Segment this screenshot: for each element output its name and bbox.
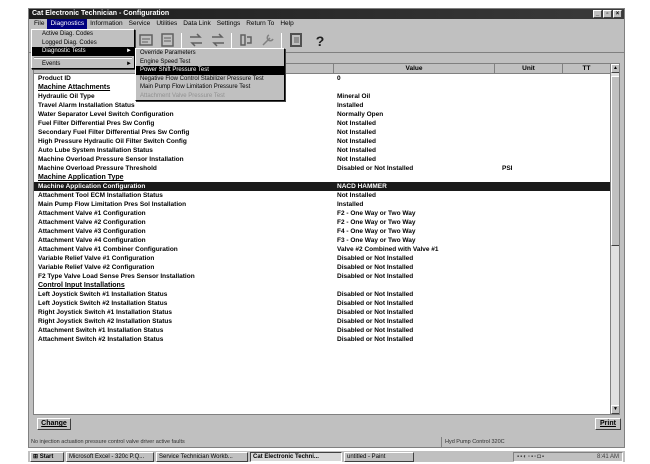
grid-rows: [34, 74, 611, 344]
parameter-name: Attachment Switch #2 Installation Status: [38, 336, 164, 343]
scrollbar-thumb[interactable]: [611, 76, 620, 246]
parameter-value: Disabled or Not Installed: [337, 318, 414, 325]
menu-diagnostics[interactable]: Diagnostics: [47, 19, 87, 29]
table-row[interactable]: [34, 110, 611, 119]
parameter-value: Disabled or Not Installed: [337, 255, 414, 262]
table-row[interactable]: [34, 155, 611, 164]
clock[interactable]: 8:41 AM: [596, 454, 619, 460]
parameter-value: 0: [337, 75, 341, 82]
table-row[interactable]: [34, 317, 611, 326]
table-row[interactable]: [34, 263, 611, 272]
status-bar: [29, 437, 624, 447]
parameter-value: Disabled or Not Installed: [337, 264, 414, 271]
change-button[interactable]: Change: [37, 418, 71, 430]
taskbar: [28, 450, 625, 462]
section-header-row[interactable]: [34, 173, 611, 182]
parameter-value: Disabled or Not Installed: [337, 273, 414, 280]
table-row[interactable]: [34, 290, 611, 299]
parameter-name: Secondary Fuel Filter Differential Pres Sw Config: [38, 129, 190, 136]
menu-item-diagnostic-tests-label: Diagnostic Tests: [42, 48, 86, 54]
transfer-icon[interactable]: [187, 33, 205, 49]
status-left: No injection actuation pressure control valve driver active faults: [31, 439, 185, 445]
parameter-name: Machine Application Type: [38, 174, 124, 181]
table-row[interactable]: [34, 191, 611, 200]
table-row[interactable]: [34, 74, 611, 83]
parameter-name: Right Joystick Switch #2 Installation Status: [38, 318, 173, 325]
menu-item-attachment-valve-pressure-test: Attachment Valve Pressure Test: [140, 92, 225, 99]
parameter-value: Disabled or Not Installed: [337, 165, 414, 172]
app-window: [28, 8, 625, 448]
close-button[interactable]: ×: [613, 10, 622, 18]
menu-service[interactable]: Service: [128, 20, 151, 27]
system-tray: [513, 452, 623, 462]
parameter-value: Disabled or Not Installed: [337, 300, 414, 307]
task-excel[interactable]: Microsoft Excel - 320c P.Q...: [66, 452, 154, 462]
table-row[interactable]: [34, 299, 611, 308]
menu-item-active-diag-codes[interactable]: Active Diag. Codes: [42, 31, 94, 37]
table-row[interactable]: [34, 272, 611, 281]
menu-item-logged-diag-codes[interactable]: Logged Diag. Codes: [42, 39, 97, 46]
table-row[interactable]: [34, 227, 611, 236]
print-button[interactable]: Print: [595, 418, 621, 430]
window-title: Cat Electronic Technician - Configuration: [32, 10, 170, 17]
submenu-arrow-icon: ►: [126, 60, 132, 67]
parameter-value: NACD HAMMER: [337, 183, 387, 190]
transfer-alt-icon[interactable]: [209, 33, 227, 49]
parameter-name: Attachment Valve #1 Configuration: [38, 210, 146, 217]
parameter-value: Not Installed: [337, 138, 377, 145]
menu-item-events-label: Events: [42, 60, 61, 67]
task-paint[interactable]: untitled - Paint: [344, 452, 414, 462]
parameter-name: Attachment Tool ECM Installation Status: [38, 192, 163, 199]
parameter-name: High Pressure Hydraulic Oil Filter Switch Config: [38, 138, 187, 145]
menu-bar: [29, 19, 624, 29]
table-row[interactable]: [34, 245, 611, 254]
diagnostic-tests-submenu: [135, 48, 285, 101]
column-header-tt[interactable]: TT: [563, 64, 611, 74]
menu-utilities[interactable]: Utilities: [156, 20, 178, 27]
menu-return-to[interactable]: Return To: [246, 20, 275, 27]
parameter-value: Not Installed: [337, 156, 377, 163]
parameter-value: Not Installed: [337, 147, 377, 154]
menu-item-override-parameters[interactable]: Override Parameters: [140, 50, 196, 56]
status-right: Hyd Pump Control 320C: [441, 437, 505, 447]
parameter-value: Installed: [337, 102, 364, 109]
table-row[interactable]: [34, 254, 611, 263]
parameter-name: Variable Relief Valve #1 Configuration: [38, 255, 155, 262]
table-row[interactable]: [34, 326, 611, 335]
parameter-name: Attachment Switch #1 Installation Status: [38, 327, 164, 334]
parameter-value: Disabled or Not Installed: [337, 336, 414, 343]
menu-settings[interactable]: Settings: [216, 20, 241, 27]
menu-item-negative-flow-control-test[interactable]: Negative Flow Control Stabilizer Pressure Test: [140, 75, 264, 82]
parameter-value: F3 - One Way or Two Way: [337, 237, 416, 244]
vertical-scrollbar[interactable]: [610, 64, 619, 414]
menu-information[interactable]: Information: [90, 20, 123, 27]
parameter-name: Variable Relief Valve #2 Configuration: [38, 264, 155, 271]
table-row[interactable]: [34, 182, 611, 191]
task-cat-et[interactable]: Cat Electronic Techni...: [250, 452, 342, 462]
tray-icons: ▪▪◐▫▪▫◘▪: [517, 454, 546, 460]
parameter-name: Attachment Valve #4 Configuration: [38, 237, 146, 244]
parameter-value: Not Installed: [337, 120, 377, 127]
title-bar: [29, 9, 624, 19]
parameter-value: Valve #2 Combined with Valve #1: [337, 246, 439, 253]
menu-item-main-pump-flow-limitation-test[interactable]: Main Pump Flow Limitation Pressure Test: [140, 84, 251, 90]
parameter-name: Left Joystick Switch #1 Installation Status: [38, 291, 168, 298]
summary-icon[interactable]: [159, 33, 177, 49]
menu-help[interactable]: Help: [280, 20, 294, 27]
windows-logo-icon: ⊞: [33, 454, 39, 460]
table-row[interactable]: [34, 209, 611, 218]
table-row[interactable]: [34, 137, 611, 146]
parameter-name: Travel Alarm Installation Status: [38, 102, 135, 109]
menu-item-events[interactable]: [32, 60, 134, 69]
parameter-value: Not Installed: [337, 129, 377, 136]
parameter-name: Control Input Installations: [38, 282, 125, 289]
parameter-name: Machine Attachments: [38, 84, 111, 91]
wrench-icon[interactable]: [259, 33, 277, 49]
parameter-name: Machine Overload Pressure Threshold: [38, 165, 157, 172]
ecm-icon[interactable]: [137, 33, 155, 49]
parameter-value: Disabled or Not Installed: [337, 291, 414, 298]
parameter-name: Attachment Valve #1 Combiner Configuration: [38, 246, 178, 253]
parameter-name: Product ID: [38, 75, 71, 82]
scroll-up-arrow-icon[interactable]: ▲: [611, 64, 620, 73]
parameter-unit: PSI: [502, 165, 513, 172]
table-row[interactable]: [34, 146, 611, 155]
menu-item-diagnostic-tests[interactable]: [32, 47, 134, 56]
diagnostics-menu: [31, 29, 135, 69]
parameter-value: Disabled or Not Installed: [337, 309, 414, 316]
section-header-row[interactable]: [34, 83, 611, 92]
column-header-unit[interactable]: Unit: [495, 64, 563, 74]
parameter-name: Main Pump Flow Limitation Pres Sol Installation: [38, 201, 187, 208]
maximize-button[interactable]: ▫: [603, 10, 612, 18]
parameter-name: Right Joystick Switch #1 Installation Status: [38, 309, 173, 316]
parameter-value: Mineral Oil: [337, 93, 371, 100]
parameter-name: Attachment Valve #3 Configuration: [38, 228, 146, 235]
menu-item-engine-speed-test[interactable]: Engine Speed Test: [140, 58, 191, 65]
parameter-name: Machine Overload Pressure Sensor Installation: [38, 156, 184, 163]
parameter-name: Left Joystick Switch #2 Installation Status: [38, 300, 168, 307]
parameter-name: Hydraulic Oil Type: [38, 93, 95, 100]
section-header-row[interactable]: [34, 281, 611, 290]
column-header-value[interactable]: Value: [334, 64, 495, 74]
parameter-value: F4 - One Way or Two Way: [337, 228, 416, 235]
start-button[interactable]: [30, 452, 64, 462]
table-row[interactable]: [34, 236, 611, 245]
table-row[interactable]: [34, 128, 611, 137]
parameter-value: F2 - One Way or Two Way: [337, 219, 416, 226]
table-row[interactable]: [34, 119, 611, 128]
scroll-down-arrow-icon[interactable]: ▼: [611, 405, 620, 414]
submenu-arrow-icon: ►: [126, 48, 132, 54]
parameter-name: Fuel Filter Differential Pres Sw Config: [38, 120, 155, 127]
task-service-technician[interactable]: Service Technician Workb...: [156, 452, 248, 462]
parameter-name: Attachment Valve #2 Configuration: [38, 219, 146, 226]
document-icon[interactable]: [287, 33, 305, 49]
parameter-name: Machine Application Configuration: [38, 183, 146, 190]
menu-file[interactable]: File: [34, 20, 45, 27]
table-row[interactable]: [34, 335, 611, 344]
parameter-value: Disabled or Not Installed: [337, 327, 414, 334]
parameter-value: F2 - One Way or Two Way: [337, 210, 416, 217]
parameter-value: Installed: [337, 201, 364, 208]
menu-data-link[interactable]: Data Link: [183, 20, 211, 27]
table-row[interactable]: [34, 200, 611, 209]
help-icon[interactable]: ?: [315, 33, 325, 49]
table-row[interactable]: [34, 308, 611, 317]
table-row[interactable]: [34, 218, 611, 227]
table-row[interactable]: [34, 92, 611, 101]
start-label: Start: [39, 454, 54, 460]
minimize-button[interactable]: _: [593, 10, 602, 18]
flash-icon[interactable]: [237, 33, 255, 49]
table-row[interactable]: [34, 164, 611, 173]
menu-item-power-shift-pressure-test[interactable]: Power Shift Pressure Test: [136, 66, 284, 75]
parameter-value: Not Installed: [337, 192, 377, 199]
parameter-name: Auto Lube System Installation Status: [38, 147, 153, 154]
parameter-value: Normally Open: [337, 111, 384, 118]
parameter-name: Water Separator Level Switch Configuration: [38, 111, 174, 118]
table-row[interactable]: [34, 101, 611, 110]
parameter-name: F2 Type Valve Load Sense Pres Sensor Installation: [38, 273, 195, 280]
